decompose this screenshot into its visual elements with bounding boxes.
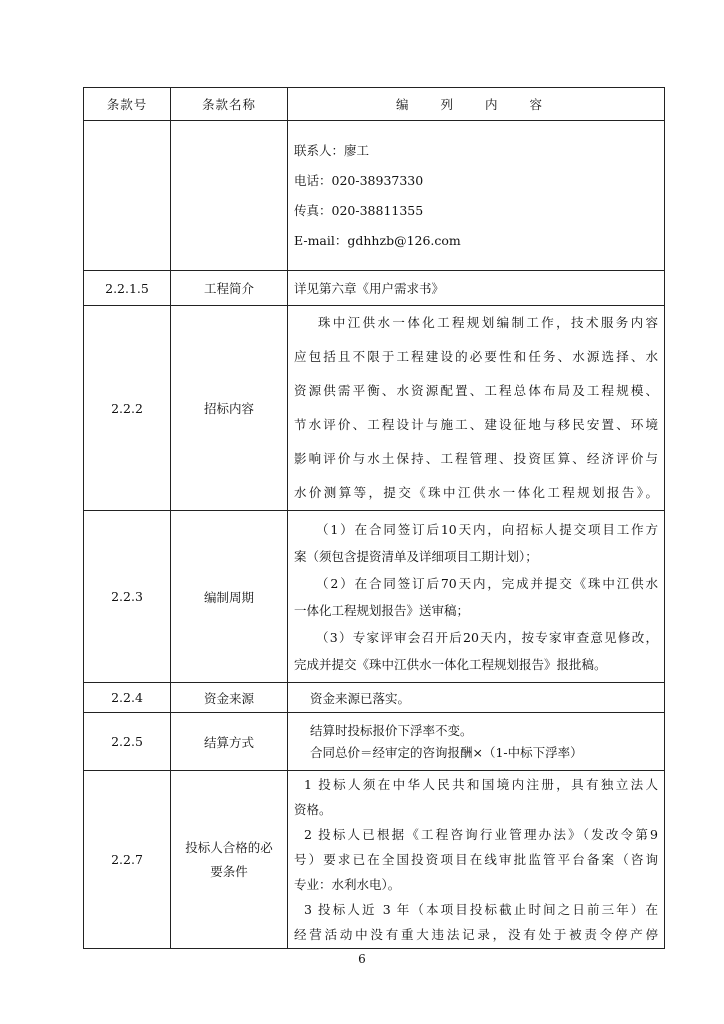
contact-fax: 传真：020-38811355 [294,202,424,218]
clause-name: 资金来源 [171,683,288,713]
clause-content [288,271,665,306]
table-header-row [84,88,665,121]
content-line: 资格。 [294,802,332,817]
clause-content [288,306,665,511]
clause-content [288,771,665,949]
clause-no: 2.2.7 [84,771,171,949]
contact-info [288,121,665,271]
content-line: 专业：水利水电）。 [294,877,401,892]
clause-table [83,87,665,949]
content-line: （2）在合同签订后70天内，完成并提交《珠中江供水 [316,575,658,591]
clause-name [171,771,288,949]
content-line: 水价测算等，提交《珠中江供水一体化工程规划报告》。 [294,485,658,500]
table-row [84,771,665,949]
content-line: 影响评价与水土保持、工程管理、投资匡算、经济评价与 [294,451,658,466]
clause-no: 2.2.4 [84,683,171,713]
content-line: 2 投标人已根据《工程咨询行业管理办法》（发改令第9 [304,827,658,842]
content-line: （3）专家评审会召开后20天内，按专家审查意见修改， [316,629,658,645]
clause-name-line: 投标人合格的必 [185,839,273,855]
content-line: 案（须包含提资清单及详细项目工期计划）； [294,548,538,564]
clause-name: 编制周期 [171,511,288,683]
contact-person: 联系人：廖工 [294,142,370,158]
clause-no: 2.2.2 [84,306,171,511]
table-row [84,683,665,713]
content-line: 应包括且不限于工程建设的必要性和任务、水源选择、水 [294,349,658,364]
contact-row [84,121,665,271]
contact-phone: 电话：020-38937330 [294,172,424,188]
clause-name: 招标内容 [171,306,288,511]
clause-no: 2.2.1.5 [84,271,171,306]
clause-no: 2.2.5 [84,713,171,771]
content-line: 节水评价、工程设计与施工、建设征地与移民安置、环境 [294,417,658,432]
content-line: 号）要求已在全国投资项目在线审批监管平台备案（咨询 [294,852,658,867]
clause-name-line: 要条件 [210,863,248,879]
clause-content [288,713,665,771]
content-line: 一体化工程规划报告》送审稿； [294,602,470,618]
contact-email: E-mail：gdhhzb@126.com [294,232,461,248]
table-row [84,271,665,306]
content-line: （1）在合同签订后10天内，向招标人提交项目工作方 [316,521,658,537]
clause-name: 工程简介 [171,271,288,306]
content-line: 结算时投标报价下浮率不变。 [310,722,473,738]
table-row [84,511,665,683]
clause-content [288,683,665,713]
content-line: 资源供需平衡、水资源配置、工程总体布局及工程规模、 [294,383,658,398]
table-row [84,713,665,771]
page-number: 6 [358,952,366,966]
content-line: 经营活动中没有重大违法记录，没有处于被责令停产停 [294,927,658,942]
content-line: 资金来源已落实。 [310,690,411,706]
table-row [84,306,665,511]
content-line: 合同总价＝经审定的咨询报酬×（1-中标下浮率） [310,744,583,760]
clause-no: 2.2.3 [84,511,171,683]
header-clause-no: 条款号 [84,88,171,121]
content-line: 1 投标人须在中华人民共和国境内注册，具有独立法人 [304,777,658,792]
content-line: 完成并提交《珠中江供水一体化工程规划报告》报批稿。 [294,656,607,672]
content-line: 详见第六章《用户需求书》 [294,281,445,296]
header-clause-name: 条款名称 [171,88,288,121]
content-line: 珠中江供水一体化工程规划编制工作，技术服务内容 [318,315,658,330]
clause-content [288,511,665,683]
header-content: 编 列 内 容 [288,88,665,121]
clause-name: 结算方式 [171,713,288,771]
content-line: 3 投标人近 3 年（本项目投标截止时间之日前三年）在 [304,902,658,917]
